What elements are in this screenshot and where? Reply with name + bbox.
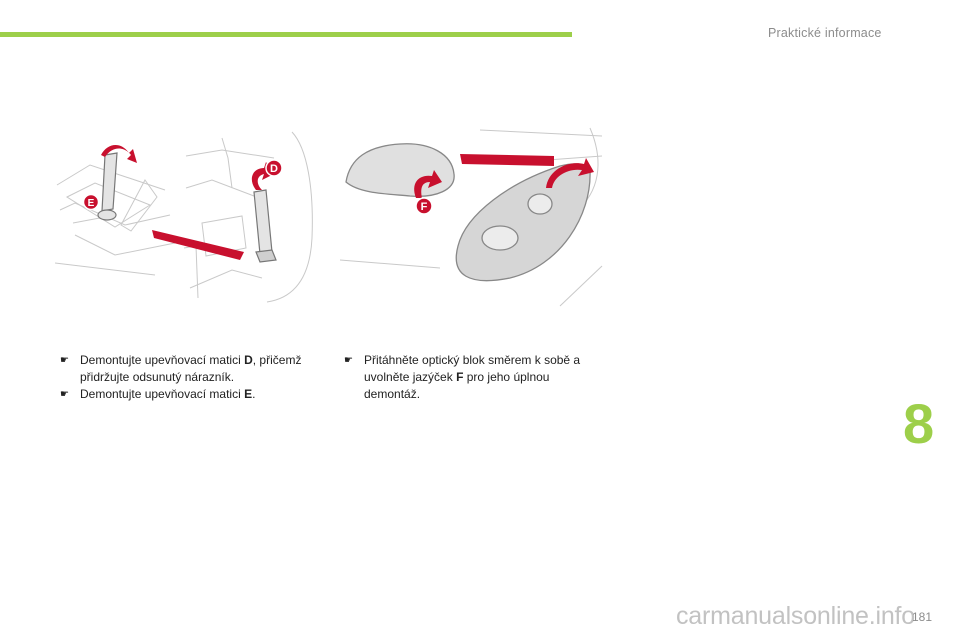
chapter-number: 8 (903, 392, 935, 455)
pointing-hand-icon: ☛ (60, 389, 69, 400)
page-number: 181 (912, 610, 933, 624)
callout-f-label: F (420, 201, 428, 213)
watermark: carmanualsonline.info (676, 602, 916, 630)
illustration-headlamp-tab-f (340, 126, 605, 311)
red-connector-de (150, 226, 250, 262)
callout-e-label: E (87, 198, 95, 209)
illustration-nut-d (182, 128, 322, 306)
callout-d-label: D (270, 163, 278, 175)
instruction-item: ☛ Demontujte upevňovací matici E. (60, 387, 256, 401)
instructions-right (344, 352, 592, 403)
section-title: Praktické informace (768, 26, 882, 40)
instruction-item: ☛ Demontujte upevňovací matici D, přičemž přidržujte odsunutý nárazník. (60, 353, 302, 384)
header-accent-bar (0, 32, 572, 37)
callout-f (416, 198, 432, 214)
instructions-left (60, 352, 320, 403)
callout-e (84, 195, 99, 210)
instruction-item: ☛ Přitáhněte optický blok směrem k sobě a uvolněte jazýček F pro jeho úplnou demontáž. (344, 353, 581, 401)
pointing-hand-icon: ☛ (60, 355, 69, 366)
pointing-hand-icon: ☛ (344, 355, 353, 366)
callout-d (266, 160, 282, 176)
